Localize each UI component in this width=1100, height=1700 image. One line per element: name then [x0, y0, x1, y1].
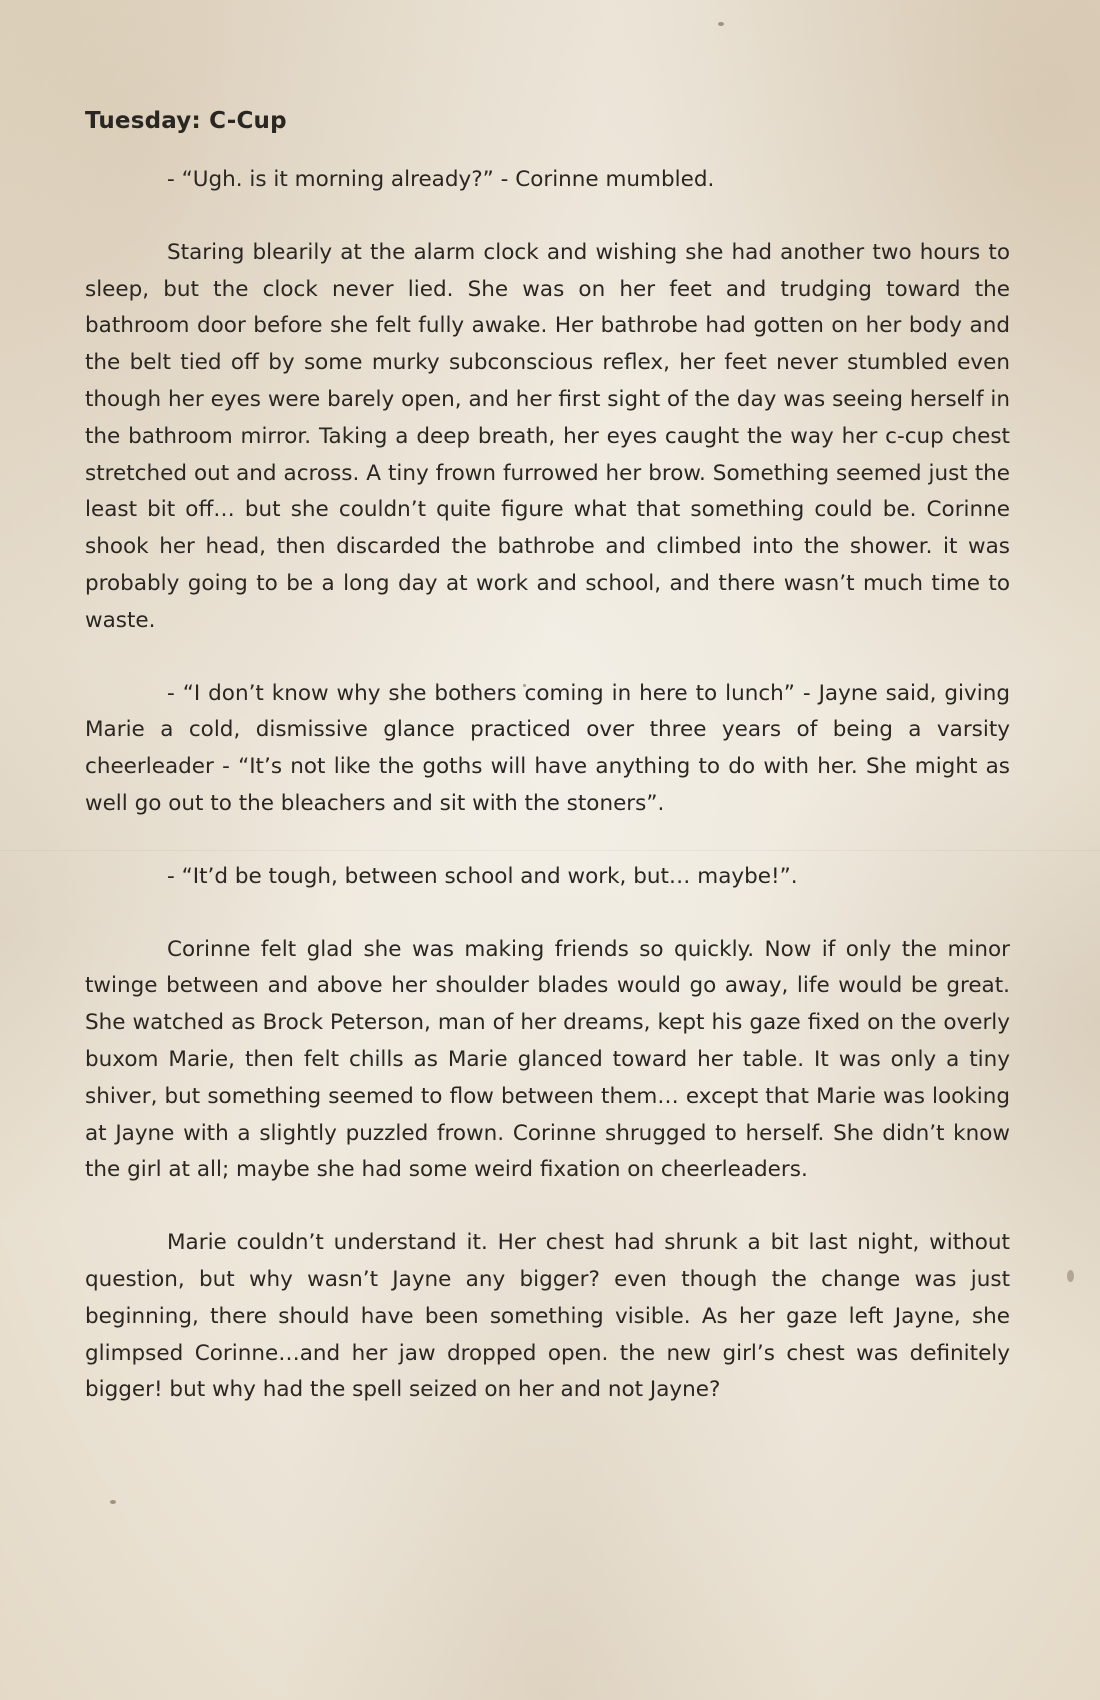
paper-speck [718, 22, 724, 26]
paper-speck [110, 1500, 116, 1504]
paragraph-2: Staring blearily at the alarm clock and wishing she had another two hours to sleep, but the clock never lied. She was on her feet and trudging toward the bathroom door before she felt fully awake. Her bathrobe had gotten on her body and the belt tied off by some murky subconscious reflex, her feet never stumbled even though her eyes were barely open, and her first sight of the day was seeing herself in the bathroom mirror. Taking a deep breath, her eyes caught the way her c-cup chest stretched out and across. A tiny frown furrowed her brow. Something seemed just the least bit off… but she couldn’t quite figure what that something could be. Corinne shook her head, then discarded the bathrobe and climbed into the shower. it was probably going to be a long day at work and school, and there wasn’t much time to waste. [85, 239, 1010, 633]
paragraph-1: - “Ugh. is it morning already?” - Corinne mumbled. [167, 167, 715, 192]
paragraph-5: Corinne felt glad she was making friends so quickly. Now if only the minor twinge between and above her shoulder blades would go away, life would be great. She watched as Brock Peterson, man of her dreams, kept his gaze fixed on the overly buxom Marie, then felt chills as Marie glanced toward her table. It was only a tiny shiver, but something seemed to flow between them… except that Marie was looking at Jayne with a slightly puzzled frown. Corinne shrugged to herself. She didn’t know the girl at all; maybe she had some weird fixation on cheerleaders. [85, 936, 1010, 1183]
paper-speck [1067, 1270, 1074, 1282]
paragraph-6: Marie couldn’t understand it. Her chest had shrunk a bit last night, without question, but why wasn’t Jayne any bigger? even though the change was just beginning, there should have been something visible. As her gaze left Jayne, she glimpsed Corinne…and her jaw dropped open. the new girl’s chest was definitely bigger! but why had the spell seized on her and not Jayne? [85, 1230, 1010, 1403]
chapter-heading: Tuesday: C-Cup [85, 108, 287, 134]
paragraph-3: - “I don’t know why she bothers coming in here to lunch” - Jayne said, giving Marie a cold, dismissive glance practiced over three years of being a varsity cheerleader - “It’s not like the goths will have anything to do with her. She might as well go out to the bleachers and sit with the stoners”. [85, 680, 1010, 816]
paragraph-4: - “It’d be tough, between school and work, but… maybe!”. [167, 863, 798, 889]
story-text [85, 108, 1010, 1445]
